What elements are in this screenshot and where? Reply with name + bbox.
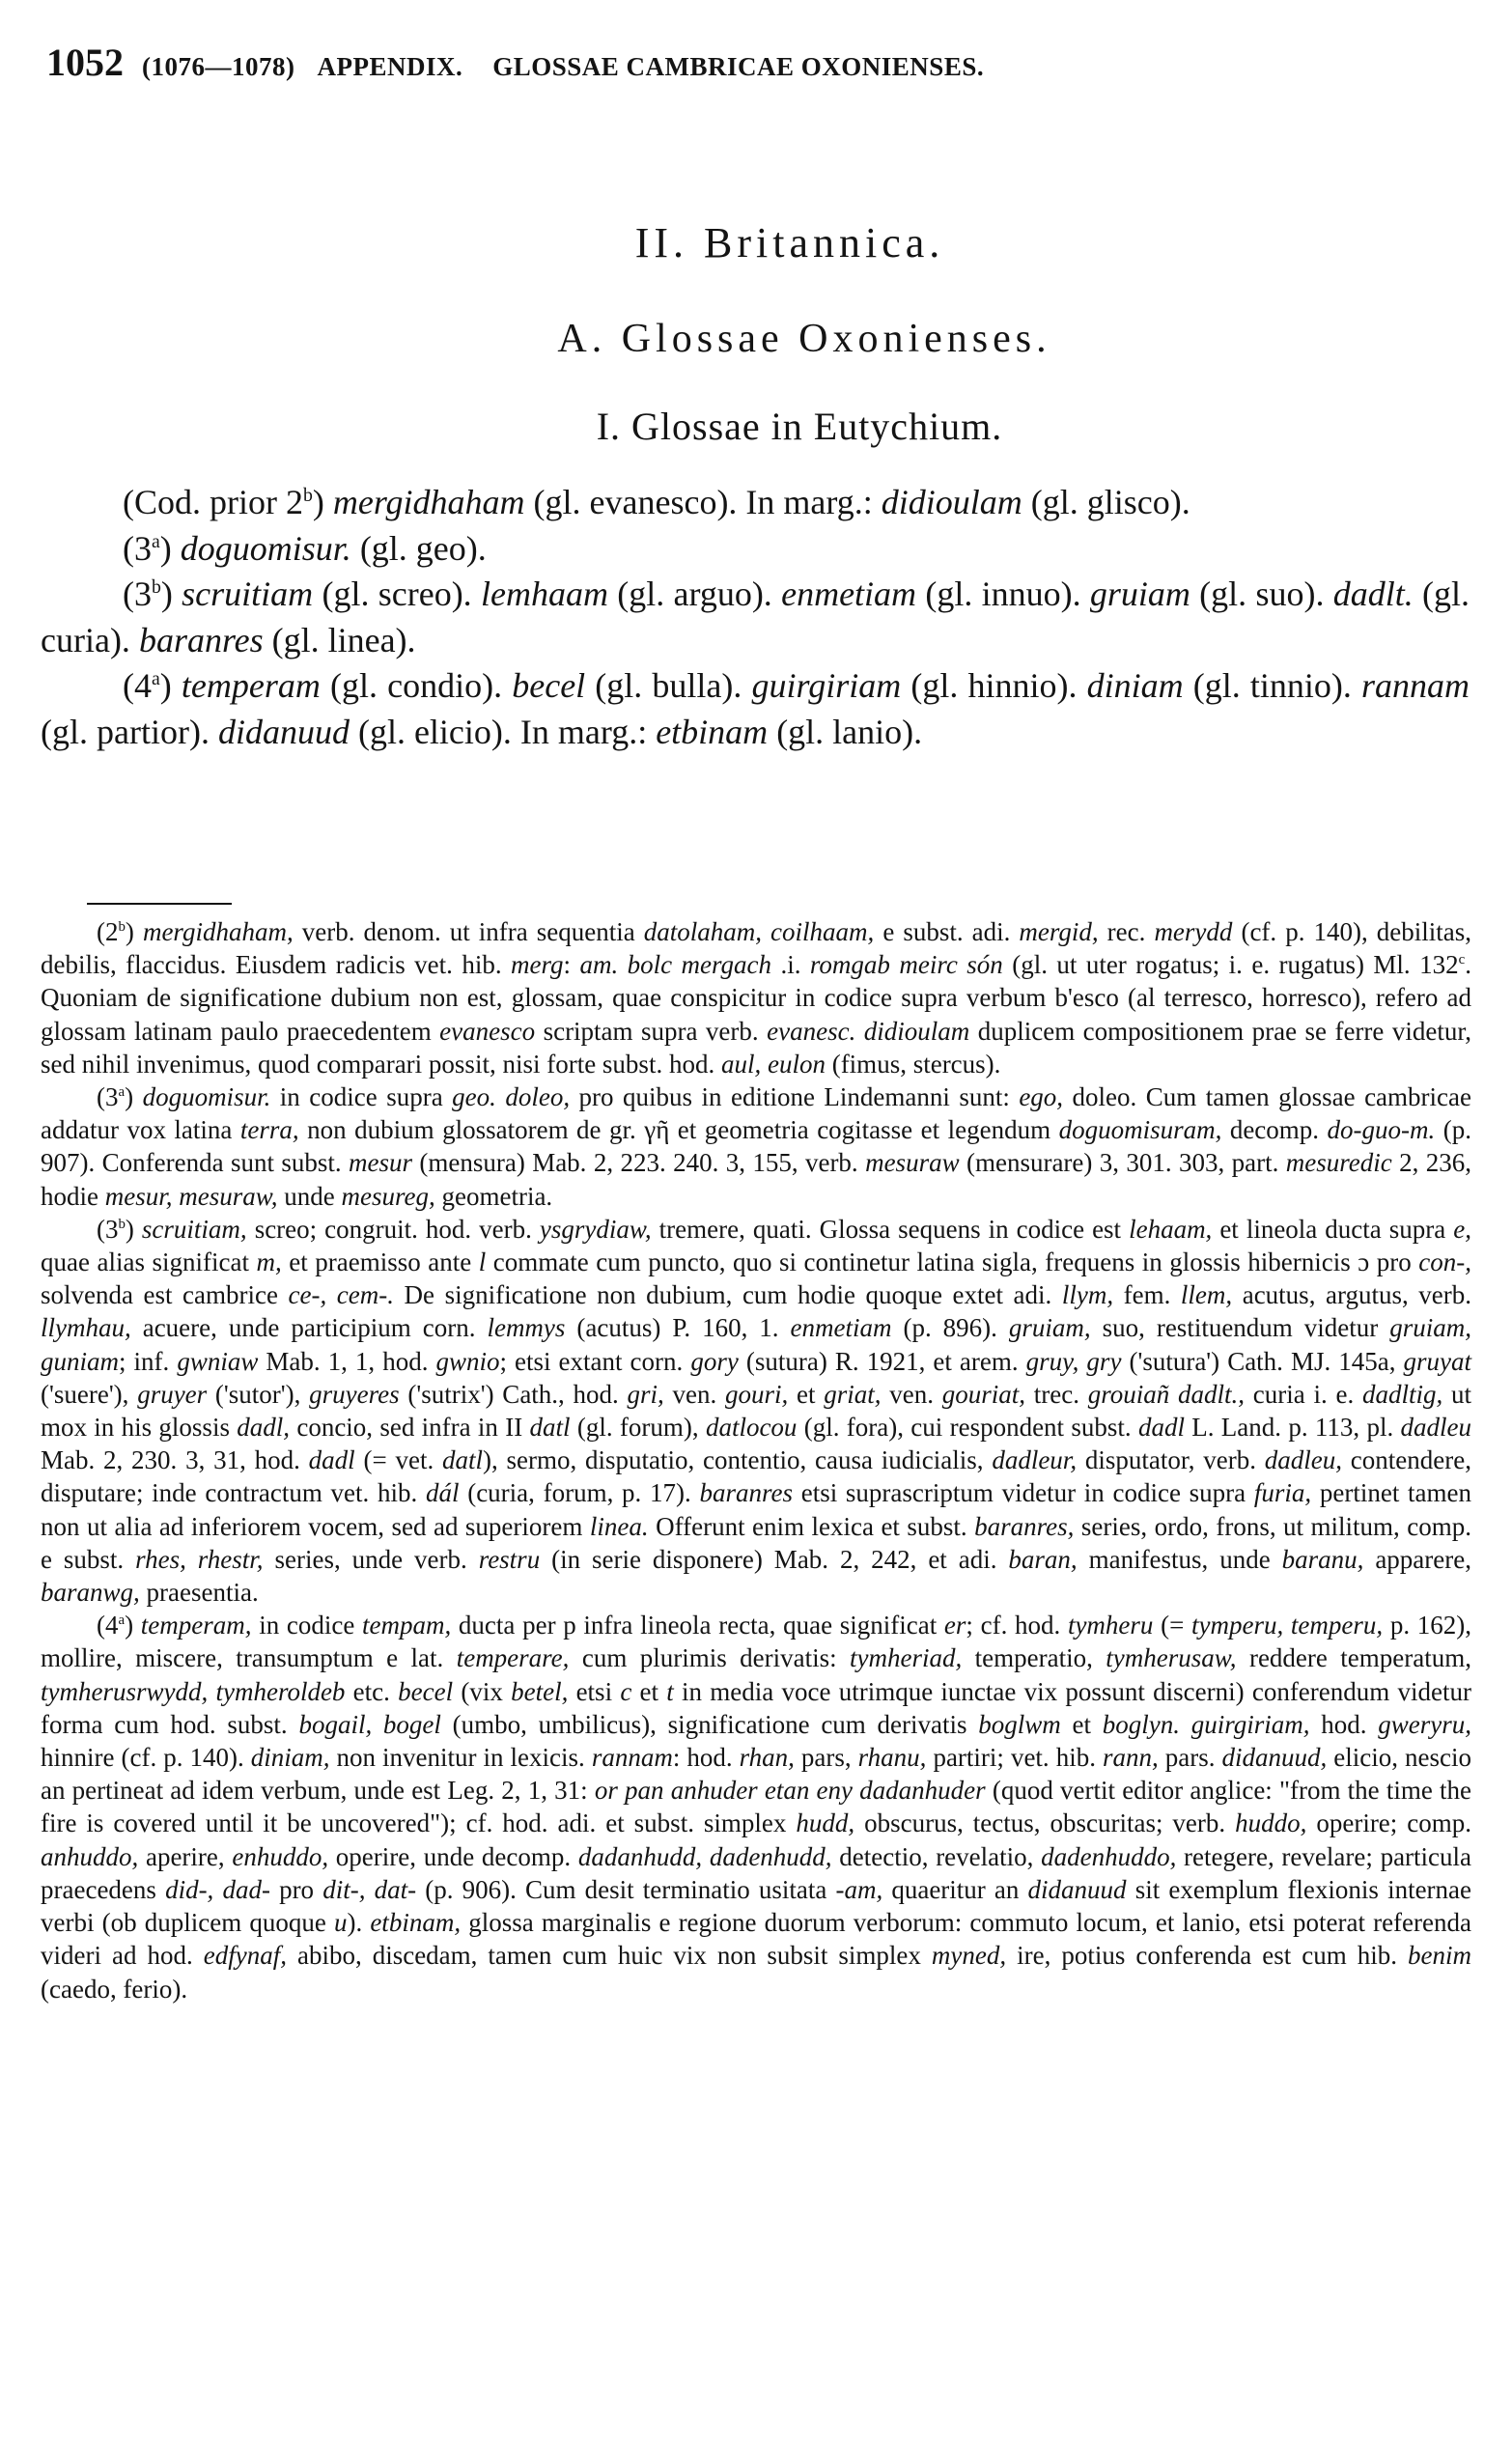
gloss-paragraph: (3$^a$) doguomisur. (gl. geo). [123,528,487,568]
gloss-paragraph: (4$^a$) temperam (gl. condio). becel (gl. bulla). guirgiriam (gl. hinnio). diniam (gl. tinnio). rannam (gl. partior). didanuud (gl. elicio). In marg.: etbinam (gl. lanio). [41,666,1470,751]
footnote-divider [87,903,232,905]
headings [0,214,1512,458]
gloss-list [41,480,1470,755]
section-heading: I. Glossae in Eutychium. [596,405,1003,448]
page-number: 1052 [46,41,124,84]
subpart-heading: A. Glossae Oxonienses. [557,317,1051,361]
part-heading: II. Britannica. [634,219,945,266]
gloss-paragraph: (3$^b$) scruitiam (gl. screo). lemhaam (gl. arguo). enmetiam (gl. innuo). gruiam (gl. suo). dadlt. (gl. curia). baranres (gl. linea). [41,575,1470,659]
running-head [46,39,1466,91]
commentary-notes [41,915,1471,2005]
gloss-paragraph: (Cod. prior 2$^b$) mergidhaham (gl. evanesco). In marg.: didioulam (gl. glisco). [123,483,1190,521]
note-paragraph: (4$^a$) temperam, in codice tempam, ducta per p infra lineola recta, quae significat er; cf. hod. tymheru (= tymperu, temperu, p. 162), mollire, miscere, transumptum e lat. temperare, cum plurimis derivatis: tymheriad, temperatio, tymherusaw, reddere temperatum, tymherusrwydd, tymheroldeb etc. becel (vix betel, etsi c et t in media voce utrimque iunctae vix possunt discerni) conferendum videtur forma cum hod. subst. bogail, bogel (umbo, umbilicus), significatione cum derivatis boglwm et boglyn. guirgiriam, hod. gweryru, hinnire (cf. p. 140). diniam, non invenitur in lexicis. rannam: hod. rhan, pars, rhanu, partiri; vet. hib. rann, pars. didanuud, elicio, nescio an pertineat ad idem verbum, unde est Leg. 2, 1, 31: or pan anhuder etan eny dadanhuder (quod vertit editor anglice: "from the time the fire is covered until it be uncovered"); cf. hod. adi. et subst. simplex hudd, obscurus, tectus, obscuritas; verb. huddo, operire; comp. anhuddo, aperire, enhuddo, operire, unde decomp. dadanhudd, dadenhudd, detectio, revelatio, dadenhuddo, retegere, revelare; particula praecedens did-, dad- pro dit-, dat- (p. 906). Cum desit terminatio usitata -am, quaeritur an didanuud sit exemplum flexionis internae verbi (ob duplicem quoque u). etbinam, glossa marginalis e regione duorum verborum: commuto locum, et lanio, etsi poterat referenda videri ad hod. edfynaf, abibo, discedam, tamen cum huic vix non subsit simplex myned, ire, potius conferenda est cum hib. benim (caedo, ferio). [41,1611,1472,2004]
running-head-title: GLOSSAE CAMBRICAE OXONIENSES. [492,52,985,81]
running-head-section: APPENDIX. [317,52,463,81]
note-paragraph: (3$^b$) scruitiam, screo; congruit. hod. verb. ysgrydiaw, tremere, quati. Glossa sequens in codice est lehaam, et lineola ducta supra e, quae alias significat m, et praemisso ante l commate cum puncto, quo si continetur latina sigla, frequens in glossis hibernicis ɔ pro con-, solvenda est cambrice ce-, cem-. De significatione non dubium, cum hodie quoque extet adi. llym, fem. llem, acutus, argutus, verb. llymhau, acuere, unde participium corn. lemmys (acutus) P. 160, 1. enmetiam (p. 896). gruiam, suo, restituendum videtur gruiam, guniam; inf. gwniaw Mab. 1, 1, hod. gwnio; etsi extant corn. gory (sutura) R. 1921, et arem. gruy, gry ('sutura') Cath. MJ. 145a, gruyat ('suere'), gruyer ('sutor'), gruyeres ('sutrix') Cath., hod. gri, ven. gouri, et griat, ven. gouriat, trec. grouiañ dadlt., curia i. e. dadltig, ut mox in his glossis dadl, concio, sed infra in II datl (gl. forum), datlocou (gl. fora), cui respondent subst. dadl L. Land. p. 113, pl. dadleu Mab. 2, 230. 3, 31, hod. dadl (= vet. datl), sermo, disputatio, contentio, causa iudicialis, dadleur, disputator, verb. dadleu, contendere, disputare; inde contractum vet. hib. dál (curia, forum, p. 17). baranres etsi suprascriptum videtur in codice supra furia, pertinet tamen non ut alia ad inferiorem vocem, sed ad superiorem linea. Offerunt enim lexica et subst. baranres, series, ordo, frons, ut militum, comp. e subst. rhes, rhestr, series, unde verb. restru (in serie disponere) Mab. 2, 242, et adi. baran, manifestus, unde baranu, apparere, baranwg, praesentia. [41,1214,1472,1608]
page-range: (1076—1078) [142,52,295,81]
note-paragraph: (3$^a$) doguomisur. in codice supra geo. doleo, pro quibus in editione Lindemanni sunt: ego, doleo. Cum tamen glossae cambricae addatur vox latina terra, non dubium glossatorem de gr. γῆ et geometria cogitasse et legendum doguomisuram, decomp. do-guo-m. (p. 907). Conferenda sunt subst. mesur (mensura) Mab. 2, 223. 240. 3, 155, verb. mesuraw (mensurare) 3, 301. 303, part. mesuredic 2, 236, hodie mesur, mesuraw, unde mesureg, geometria. [41,1082,1472,1211]
note-paragraph: (2$^b$) mergidhaham, verb. denom. ut infra sequentia datolaham, coilhaam, e subst. adi. mergid, rec. merydd (cf. p. 140), debilitas, debilis, flaccidus. Eiusdem radicis vet. hib. merg: am. bolc mergach .i. romgab meirc són (gl. ut uter rogatus; i. e. rugatus) Ml. 132$^c$. Quoniam de significatione dubium non est, glossam, quae conspicitur in codice supra verbum b'esco (al terresco, horresco), refero ad glossam latinam paulo praecedentem evanesco scriptam supra verb. evanesc. didioulam duplicem compositionem prae se ferre videtur, sed nihil invenimus, quod comparari possit, nisi forte subst. hod. aul, eulon (fimus, stercus). [41,917,1472,1079]
